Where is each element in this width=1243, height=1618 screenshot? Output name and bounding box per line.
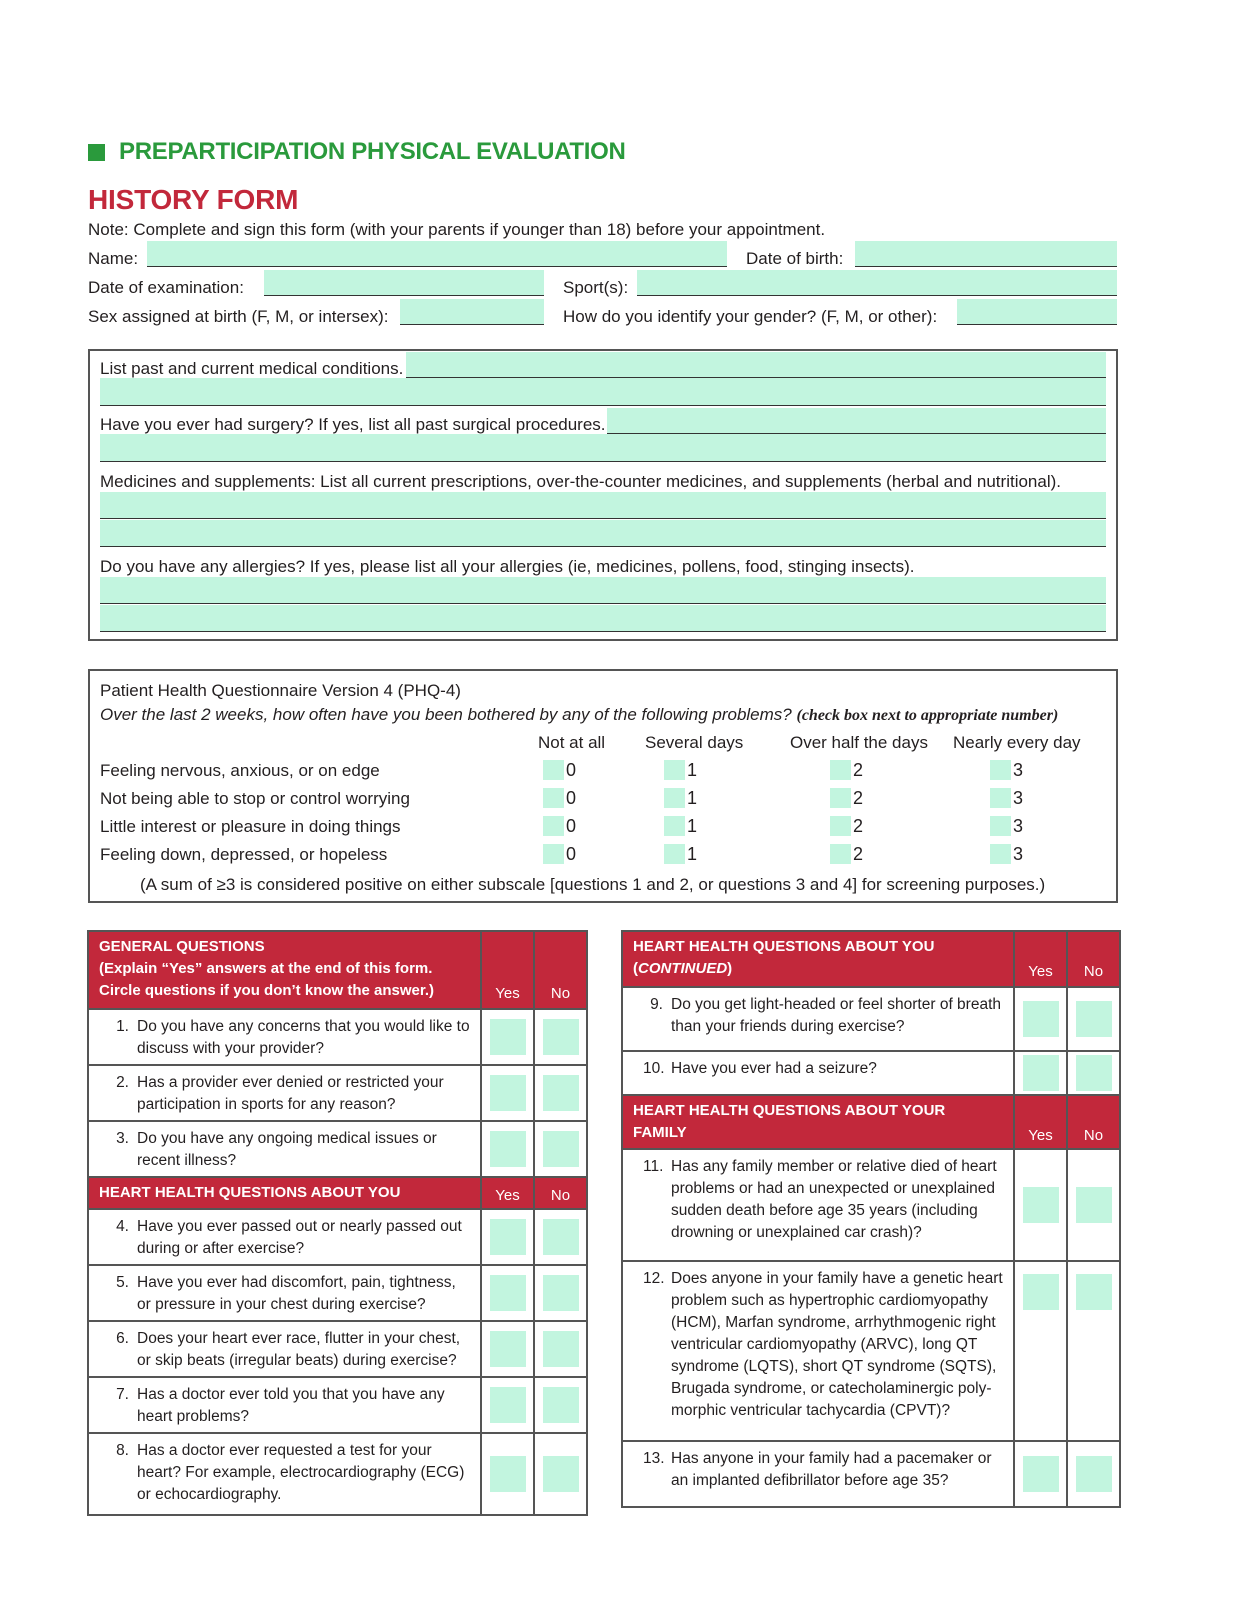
- general-header-line-2: (Explain “Yes” answers at the end of this form.: [99, 960, 433, 977]
- phq4-r1-score-1: 1: [687, 760, 698, 780]
- phq4-r2-checkbox-2[interactable]: [830, 788, 851, 808]
- general-header: [88, 931, 481, 1009]
- exam-date-field[interactable]: [264, 270, 544, 296]
- question-row-11: [622, 1149, 1120, 1261]
- continued-label: CONTINUED: [638, 960, 728, 977]
- surgery-label: Have you ever had surgery? If yes, list all past surgical procedures.: [100, 415, 606, 434]
- question-row-13: [622, 1441, 1120, 1507]
- question-13-yes-checkbox[interactable]: [1023, 1456, 1059, 1492]
- phq4-r4-score-1: 1: [687, 844, 698, 864]
- phq4-r1-checkbox-0[interactable]: [543, 760, 564, 780]
- form-title: HISTORY FORM: [88, 184, 299, 215]
- conditions-field-1[interactable]: [406, 352, 1106, 378]
- phq4-r1-checkbox-2[interactable]: [830, 760, 851, 780]
- family-header: HEART HEALTH QUESTIONS ABOUT YOUR FAMILY: [622, 1095, 1014, 1149]
- general-header-title: GENERAL QUESTIONS: [99, 938, 265, 955]
- continued-header-subtitle: (CONTINUED): [633, 960, 733, 977]
- question-8-text: Has a doctor ever requested a test for your heart? For example, electrocardiography (ECG) or echocardiography.: [137, 1442, 465, 1503]
- form-note: Note: Complete and sign this form (with your parents if younger than 18) before your appointment.: [88, 220, 826, 239]
- allergies-field-2[interactable]: [100, 605, 1106, 632]
- phq4-r4-score-2: 2: [853, 844, 864, 864]
- question-10-number: 10.: [643, 1060, 665, 1077]
- phq4-r4-checkbox-2[interactable]: [830, 844, 851, 864]
- phq4-r4-score-0: 0: [566, 844, 577, 864]
- allergies-label: Do you have any allergies? If yes, please list all your allergies (ie, medicines, pollens, food, stinging insects).: [100, 557, 915, 576]
- question-9-text: Do you get light-headed or feel shorter of breath than your friends during exercise?: [671, 996, 1002, 1035]
- question-row-7: [88, 1377, 587, 1433]
- phq4-r1-score-0: 0: [566, 760, 577, 780]
- heart-header-row: [88, 1177, 587, 1209]
- question-12-number: 12.: [643, 1270, 665, 1287]
- phq4-r2-score-1: 1: [687, 788, 698, 808]
- question-9-no-checkbox[interactable]: [1076, 1001, 1112, 1037]
- heart-yes-header: Yes: [481, 1177, 534, 1209]
- continued-yes-header: Yes: [1014, 931, 1067, 987]
- question-10-no-checkbox[interactable]: [1076, 1055, 1112, 1091]
- question-row-12: [622, 1261, 1120, 1441]
- question-6-no-checkbox[interactable]: [543, 1331, 579, 1367]
- phq4-r4-checkbox-0[interactable]: [543, 844, 564, 864]
- question-11-text: Has any family member or relative died of heart problems or had an unexpected or unexplained sudden death before age 35 years (including drowning or unexplained car crash)?: [671, 1158, 997, 1241]
- question-3-number: 3.: [116, 1130, 129, 1147]
- question-4-yes-checkbox[interactable]: [490, 1219, 526, 1255]
- phq4-r1-score-3: 3: [1013, 760, 1024, 780]
- general-header-row: [88, 931, 587, 1009]
- question-8-number: 8.: [116, 1442, 129, 1459]
- continued-header-title: HEART HEALTH QUESTIONS ABOUT YOU: [633, 938, 935, 955]
- gender-field[interactable]: [957, 299, 1117, 325]
- continued-header: [622, 931, 1014, 987]
- phq4-r2-score-0: 0: [566, 788, 577, 808]
- phq4-r3-checkbox-3[interactable]: [990, 816, 1011, 836]
- question-4-number: 4.: [116, 1218, 129, 1235]
- phq4-prompt: Over the last 2 weeks, how often have you been bothered by any of the following problems?: [100, 705, 792, 724]
- surgery-field-1[interactable]: [607, 408, 1106, 434]
- question-5-text: Have you ever had discomfort, pain, tightness, or pressure in your chest during exercise?: [137, 1274, 456, 1313]
- question-row-4: [88, 1209, 587, 1265]
- question-13-number: 13.: [643, 1450, 665, 1467]
- question-7-number: 7.: [116, 1386, 129, 1403]
- phq4-r4-checkbox-3[interactable]: [990, 844, 1011, 864]
- question-4-text: Have you ever passed out or nearly passed out during or after exercise?: [137, 1218, 462, 1257]
- question-6-yes-checkbox[interactable]: [490, 1331, 526, 1367]
- general-header-line-3: Circle questions if you don’t know the answer.): [99, 982, 435, 999]
- phq4-footnote: (A sum of ≥3 is considered positive on either subscale [questions 1 and 2, or questions 3 and 4] for screening purposes.): [140, 875, 1046, 894]
- gender-label: How do you identify your gender? (F, M, or other):: [563, 307, 938, 326]
- question-1-number: 1.: [116, 1018, 129, 1035]
- question-8-yes-checkbox[interactable]: [490, 1456, 526, 1492]
- question-12-text: Does anyone in your family have a genetic heart problem such as hypertrophic cardiomyopathy (HCM), Marfan syndrome, arrhythmogenic right ventricular cardiomyopathy (ARVC), long QT syndrome (LQTS), short QT syndrome (SQTS), Brugada syndrome, or catecholaminergic poly-morphic ventricular tachycardia (CPVT)?: [671, 1270, 1003, 1419]
- name-field[interactable]: [147, 241, 727, 267]
- question-1-text: Do you have any concerns that you would like to discuss with your provider?: [137, 1018, 470, 1057]
- phq4-r3-score-3: 3: [1013, 816, 1024, 836]
- question-row-5: [88, 1265, 587, 1321]
- phq4-r3-checkbox-0[interactable]: [543, 816, 564, 836]
- name-label: Name:: [88, 249, 139, 268]
- square-bullet-icon: [88, 144, 105, 161]
- question-7-yes-checkbox[interactable]: [490, 1387, 526, 1423]
- question-13-no-checkbox[interactable]: [1076, 1456, 1112, 1492]
- phq4-prompt-row: [100, 705, 1058, 725]
- question-7-no-checkbox[interactable]: [543, 1387, 579, 1423]
- medicines-field-2[interactable]: [100, 520, 1106, 547]
- question-10-text: Have you ever had a seizure?: [671, 1060, 877, 1077]
- sex-label: Sex assigned at birth (F, M, or intersex):: [88, 307, 389, 326]
- phq4-r2-score-3: 3: [1013, 788, 1024, 808]
- question-7-text: Has a doctor ever told you that you have any heart problems?: [137, 1386, 445, 1425]
- question-3-text: Do you have any ongoing medical issues or recent illness?: [137, 1130, 437, 1169]
- question-1-no-checkbox[interactable]: [543, 1019, 579, 1055]
- phq4-col-not-at-all: Not at all: [538, 733, 606, 752]
- phq4-r2-checkbox-0[interactable]: [543, 788, 564, 808]
- heart-no-header: No: [534, 1177, 587, 1209]
- no-column-header: No: [534, 931, 587, 1009]
- phq4-col-nearly-every-day: Nearly every day: [953, 733, 1081, 752]
- phq4-r1-score-2: 2: [853, 760, 864, 780]
- question-4-no-checkbox[interactable]: [543, 1219, 579, 1255]
- phq4-r3-score-2: 2: [853, 816, 864, 836]
- exam-date-label: Date of examination:: [88, 278, 244, 297]
- section-eyebrow: [88, 136, 626, 168]
- question-10-yes-checkbox[interactable]: [1023, 1055, 1059, 1091]
- phq4-r3-checkbox-1[interactable]: [664, 816, 685, 836]
- phq4-row-2: Not being able to stop or control worrying: [100, 789, 410, 808]
- phq4-title: Patient Health Questionnaire Version 4 (PHQ-4): [100, 681, 461, 700]
- medicines-label: Medicines and supplements: List all current prescriptions, over-the-counter medicines, and supplements (herbal and nutritional).: [100, 472, 1061, 491]
- dob-field[interactable]: [855, 241, 1117, 267]
- phq4-row-1: Feeling nervous, anxious, or on edge: [100, 761, 380, 780]
- conditions-label: List past and current medical conditions.: [100, 359, 404, 378]
- allergies-field-1[interactable]: [100, 577, 1106, 604]
- phq4-col-several-days: Several days: [645, 733, 744, 752]
- question-1-yes-checkbox[interactable]: [490, 1019, 526, 1055]
- question-9-yes-checkbox[interactable]: [1023, 1001, 1059, 1037]
- question-row-10: [622, 1051, 1120, 1095]
- medicines-field-1[interactable]: [100, 492, 1106, 519]
- question-9-number: 9.: [650, 996, 663, 1013]
- question-row-9: [622, 987, 1120, 1051]
- question-13-text: Has anyone in your family had a pacemaker or an implanted defibrillator before age 35?: [671, 1450, 992, 1489]
- question-8-no-checkbox[interactable]: [543, 1456, 579, 1492]
- phq4-instruction: (check box next to appropriate number): [796, 707, 1059, 724]
- sports-label: Sport(s):: [563, 278, 629, 297]
- question-11-no-checkbox[interactable]: [1076, 1187, 1112, 1223]
- question-6-text: Does your heart ever race, flutter in your chest, or skip beats (irregular beats) during exercise?: [137, 1330, 461, 1369]
- question-row-8: [88, 1433, 587, 1515]
- phq4-row-3: Little interest or pleasure in doing things: [100, 817, 401, 836]
- question-row-1: [88, 1009, 587, 1065]
- question-5-number: 5.: [116, 1274, 129, 1291]
- family-no-header: No: [1067, 1095, 1120, 1149]
- dob-label: Date of birth:: [746, 249, 844, 268]
- phq4-col-over-half: Over half the days: [790, 733, 928, 752]
- question-12-yes-checkbox[interactable]: [1023, 1274, 1059, 1310]
- phq4-r2-checkbox-1[interactable]: [664, 788, 685, 808]
- phq4-r2-score-2: 2: [853, 788, 864, 808]
- continued-header-row: [622, 931, 1120, 987]
- question-3-yes-checkbox[interactable]: [490, 1131, 526, 1167]
- question-2-text: Has a provider ever denied or restricted your participation in sports for any reason?: [137, 1074, 444, 1113]
- question-row-6: [88, 1321, 587, 1377]
- phq4-r3-score-1: 1: [687, 816, 698, 836]
- yes-column-header: Yes: [481, 931, 534, 1009]
- sports-field[interactable]: [637, 270, 1117, 296]
- eyebrow-text: PREPARTICIPATION PHYSICAL EVALUATION: [119, 138, 626, 165]
- surgery-field-2[interactable]: [100, 434, 1106, 462]
- question-5-yes-checkbox[interactable]: [490, 1275, 526, 1311]
- question-11-number: 11.: [643, 1158, 664, 1175]
- question-6-number: 6.: [116, 1330, 129, 1347]
- phq4-r4-score-3: 3: [1013, 844, 1024, 864]
- conditions-field-2[interactable]: [100, 378, 1106, 406]
- question-5-no-checkbox[interactable]: [543, 1275, 579, 1311]
- question-row-3: [88, 1121, 587, 1177]
- heart-header: HEART HEALTH QUESTIONS ABOUT YOU: [88, 1177, 481, 1209]
- family-yes-header: Yes: [1014, 1095, 1067, 1149]
- question-2-yes-checkbox[interactable]: [490, 1075, 526, 1111]
- question-3-no-checkbox[interactable]: [543, 1131, 579, 1167]
- continued-no-header: No: [1067, 931, 1120, 987]
- general-questions-table: [87, 930, 588, 1516]
- phq4-r3-checkbox-2[interactable]: [830, 816, 851, 836]
- sex-field[interactable]: [400, 299, 544, 325]
- question-2-no-checkbox[interactable]: [543, 1075, 579, 1111]
- question-row-2: [88, 1065, 587, 1121]
- phq4-r4-checkbox-1[interactable]: [664, 844, 685, 864]
- phq4-row-4: Feeling down, depressed, or hopeless: [100, 845, 388, 864]
- phq4-r1-checkbox-3[interactable]: [990, 760, 1011, 780]
- question-12-no-checkbox[interactable]: [1076, 1274, 1112, 1310]
- question-2-number: 2.: [116, 1074, 129, 1091]
- family-header-row: [622, 1095, 1120, 1149]
- phq4-r3-score-0: 0: [566, 816, 577, 836]
- phq4-r1-checkbox-1[interactable]: [664, 760, 685, 780]
- phq4-r2-checkbox-3[interactable]: [990, 788, 1011, 808]
- heart-questions-table: [621, 930, 1121, 1508]
- question-11-yes-checkbox[interactable]: [1023, 1187, 1059, 1223]
